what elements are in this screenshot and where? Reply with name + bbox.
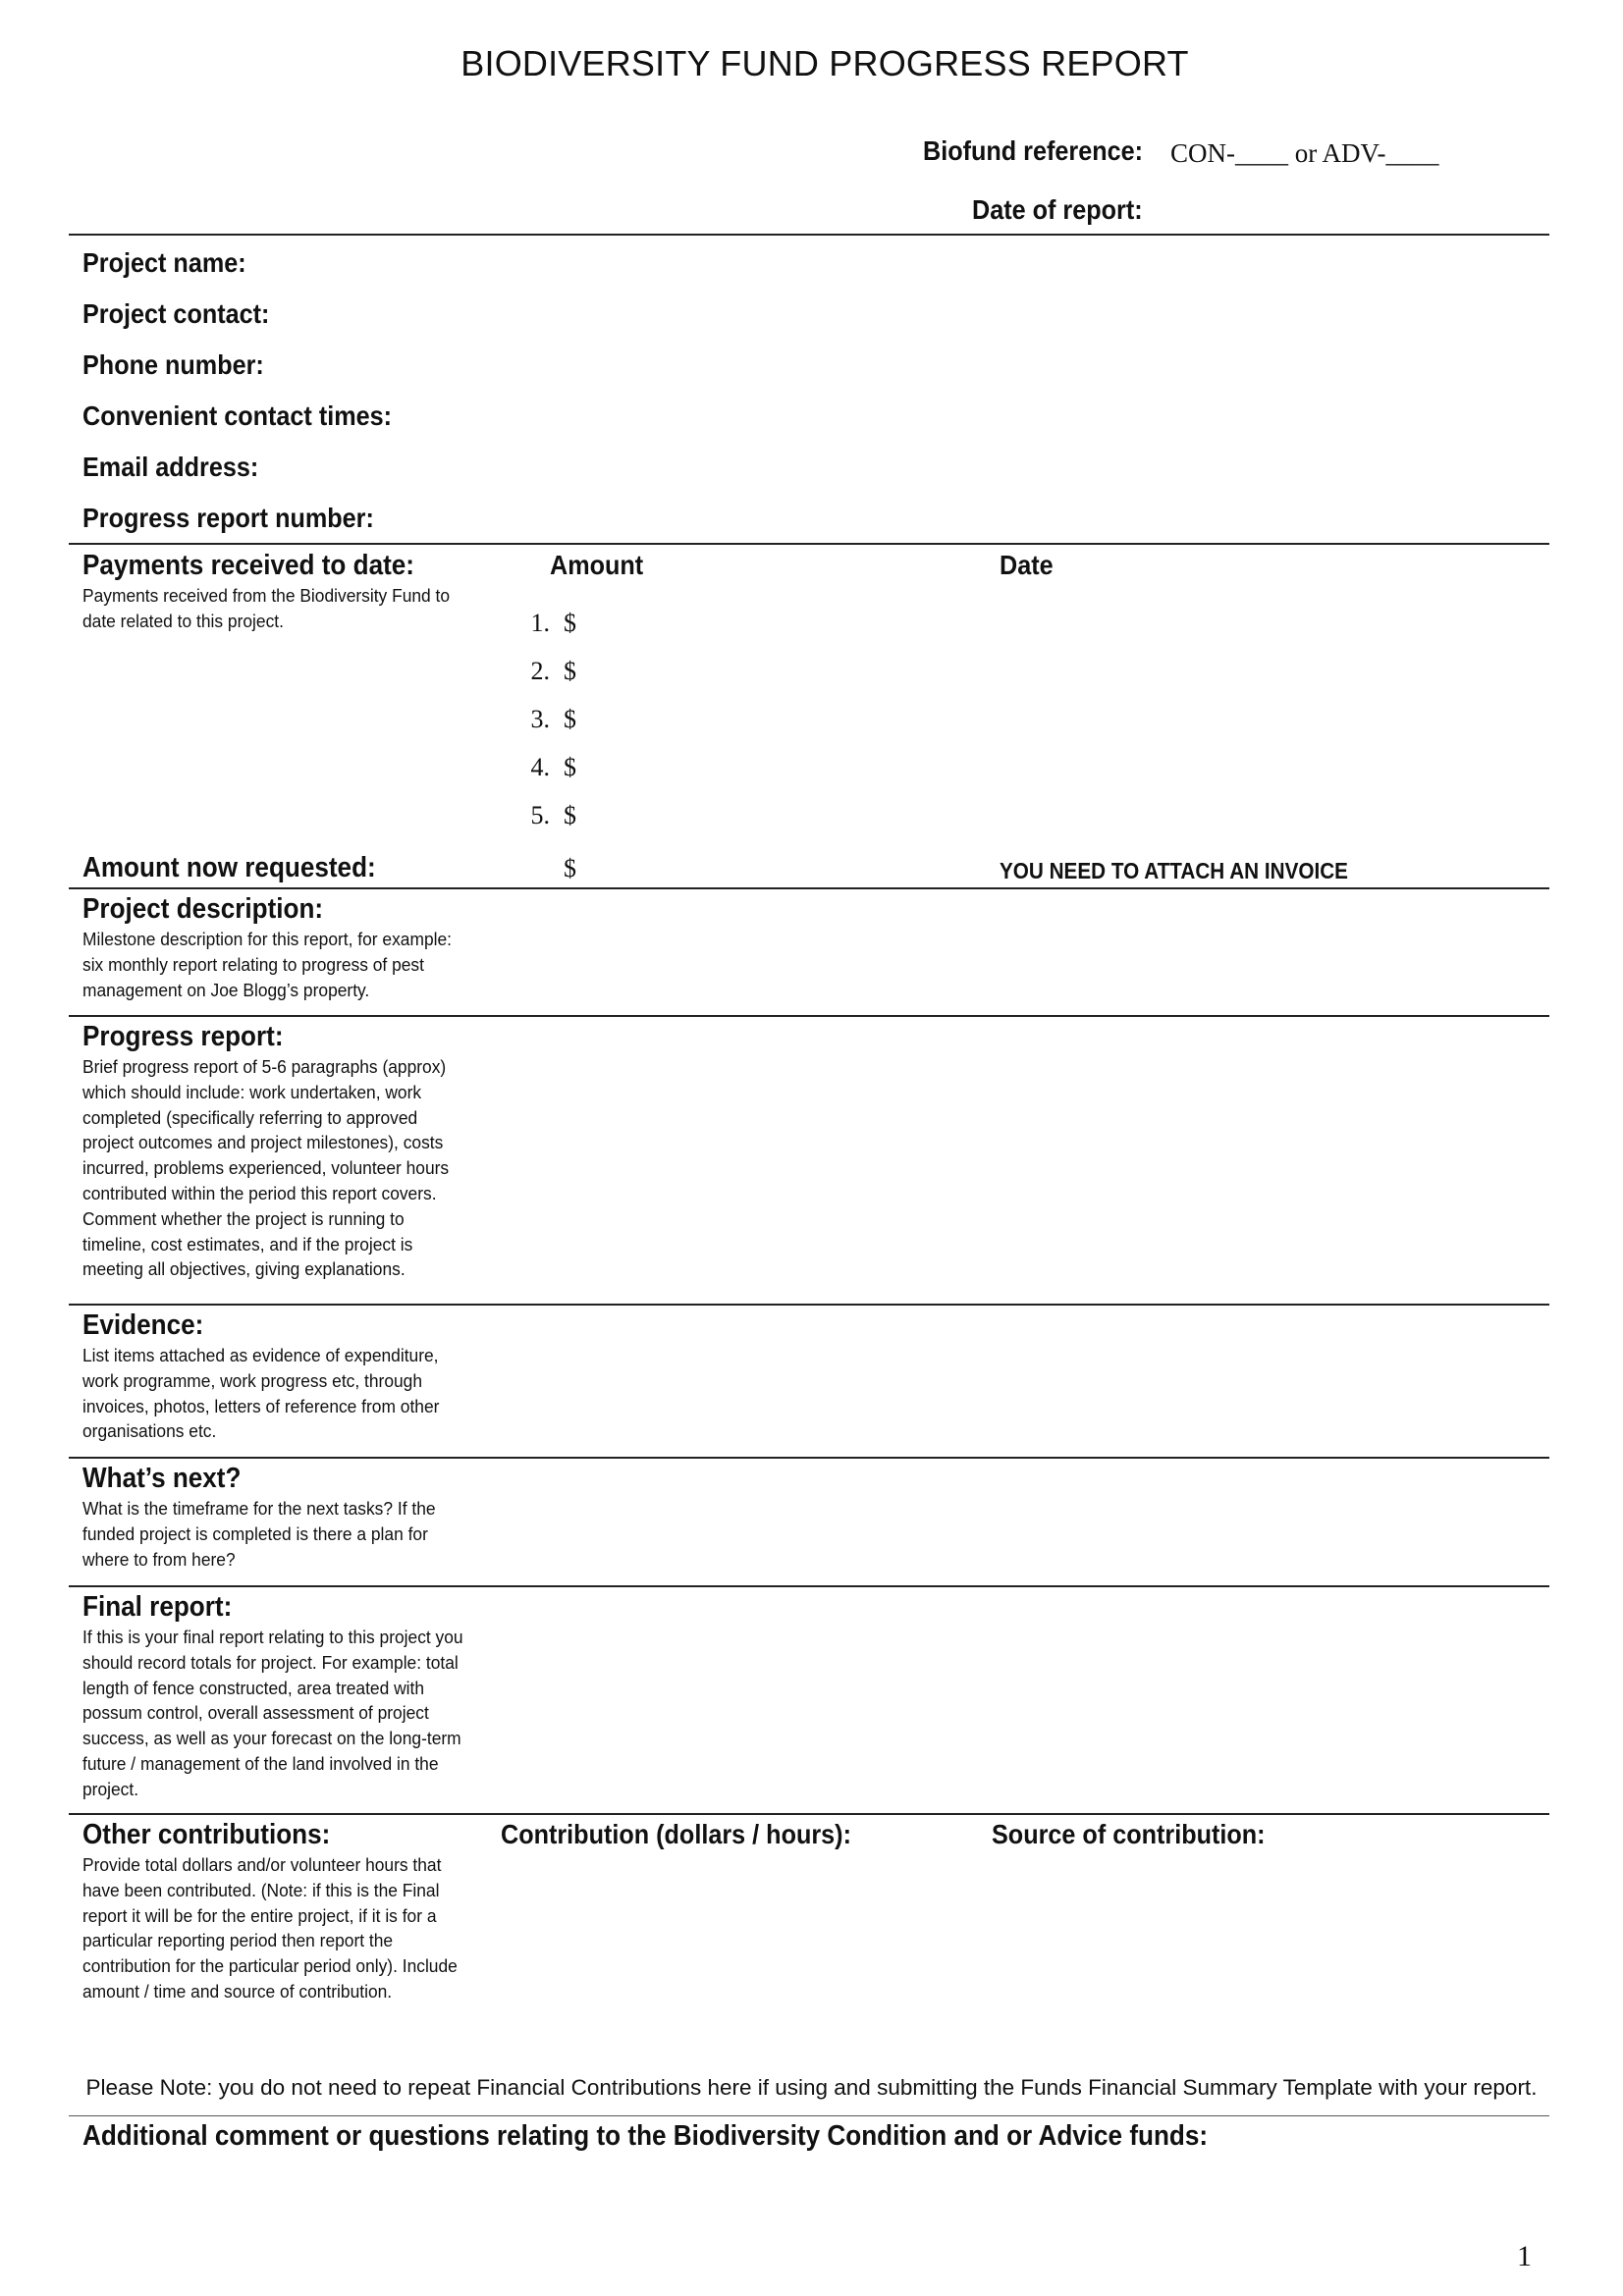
progress-report-number-label: Progress report number:: [82, 503, 374, 533]
payment-row-2[interactable]: [511, 657, 576, 686]
payment-currency: $: [564, 705, 576, 733]
evidence-divider: [69, 1457, 1549, 1459]
source-header: Source of contribution:: [992, 1819, 1266, 1849]
project-description-label: Project description:: [82, 893, 324, 925]
amount-header: Amount: [550, 550, 644, 580]
payment-row-1[interactable]: [511, 609, 576, 638]
contact-times-label: Convenient contact times:: [82, 400, 393, 431]
whats-next-label: What’s next?: [82, 1463, 242, 1494]
payment-num: 2.: [530, 657, 550, 685]
note-divider: [69, 2115, 1549, 2116]
payment-currency: $: [564, 609, 576, 637]
invoice-note: YOU NEED TO ATTACH AN INVOICE: [1000, 858, 1348, 883]
header-divider: [69, 234, 1549, 236]
payment-num: 5.: [530, 801, 550, 829]
contact-divider: [69, 543, 1549, 545]
other-contributions-text: Provide total dollars and/or volunteer hours that have been contributed. (Note: if this is the Final report it will be for the entire project, if it is for a particular reporting period then report the contribution for the particular period only). Include amount / time and source of contribution.: [82, 1854, 458, 2002]
payment-currency: $: [564, 753, 576, 781]
final-report-label: Final report:: [82, 1591, 233, 1623]
payment-row-3[interactable]: [511, 705, 576, 734]
payments-description: Payments received from the Biodiversity Fund to date related to this project.: [82, 585, 451, 631]
page-title: BIODIVERSITY FUND PROGRESS REPORT: [460, 43, 1189, 83]
whats-next-divider: [69, 1585, 1549, 1587]
payment-currency: $: [564, 657, 576, 685]
progress-report-text: Brief progress report of 5-6 paragraphs (approx) which should include: work undertaken, work completed (specifically referring to approved project outcomes and project milestones), costs incurred, problems experienced, volunteer hours contributed within the period this report covers. Comment whether the project is running to timeline, cost estimates, and if the project is meeting all objectives, giving explanations.: [82, 1056, 450, 1280]
project-description-text: Milestone description for this report, for example: six monthly report relating to progress of pest management on Joe Blogg’s property.: [82, 929, 452, 1000]
please-note: Please Note: you do not need to repeat Financial Contributions here if using and submitting the Funds Financial Summary Template with your report.: [85, 2075, 1538, 2100]
payment-currency: $: [564, 801, 576, 829]
evidence-text: List items attached as evidence of expenditure, work programme, work progress etc, through invoices, photos, letters of reference from other organisations etc.: [82, 1345, 440, 1442]
biofund-reference-label: Biofund reference:: [923, 135, 1144, 166]
payment-num: 4.: [530, 753, 550, 781]
biofund-reference-value[interactable]: CON-____ or ADV-____: [1170, 138, 1439, 168]
page-number: 1: [1517, 2240, 1532, 2272]
final-report-divider: [69, 1813, 1549, 1815]
payment-num: 3.: [530, 705, 550, 733]
date-header: Date: [1000, 550, 1054, 580]
project-name-label: Project name:: [82, 247, 246, 278]
evidence-label: Evidence:: [82, 1309, 204, 1341]
amount-requested-currency[interactable]: $: [564, 854, 576, 882]
additional-comment-label: Additional comment or questions relating to the Biodiversity Condition and or Advice funds:: [82, 2120, 1209, 2152]
progress-report-label: Progress report:: [82, 1021, 284, 1052]
contribution-header: Contribution (dollars / hours):: [501, 1819, 851, 1849]
email-address-label: Email address:: [82, 452, 259, 482]
phone-number-label: Phone number:: [82, 349, 264, 380]
progress-report-divider: [69, 1304, 1549, 1306]
project-description-divider: [69, 1015, 1549, 1017]
other-contributions-label: Other contributions:: [82, 1819, 331, 1850]
payments-label: Payments received to date:: [82, 550, 414, 581]
payment-row-4[interactable]: [511, 753, 576, 782]
amount-requested-label: Amount now requested:: [82, 852, 376, 883]
whats-next-text: What is the timeframe for the next tasks? If the funded project is completed is there a plan for where to from here?: [82, 1498, 436, 1570]
payment-num: 1.: [530, 609, 550, 637]
payment-row-5[interactable]: [511, 801, 576, 830]
date-of-report-label: Date of report:: [972, 194, 1143, 225]
final-report-text: If this is your final report relating to this project you should record totals for project. For example: total length of fence constructed, area treated with possum control, overall assessment of project success, as well as your forecast on the long-term future / management of the land involved in the project.: [82, 1627, 463, 1799]
project-contact-label: Project contact:: [82, 298, 270, 329]
payments-divider: [69, 887, 1549, 889]
